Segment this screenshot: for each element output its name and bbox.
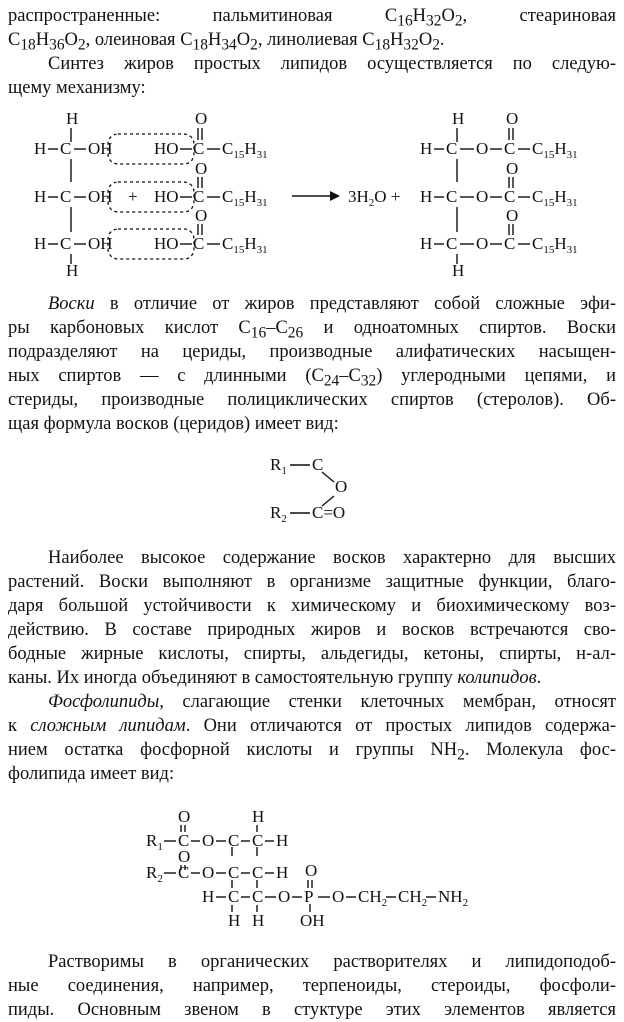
- svg-text:O: O: [332, 887, 345, 906]
- svg-text:R2: $R_2$: [146, 863, 163, 885]
- svg-text:C15H31: $C_{15}H_{31}$: [532, 234, 578, 256]
- svg-text:C: C: [252, 863, 264, 882]
- svg-text:R2: $R_2$: [270, 503, 287, 525]
- svg-text:O: O: [506, 159, 519, 178]
- svg-text:OH: OH: [88, 234, 113, 253]
- svg-text:C: C: [60, 139, 72, 158]
- svg-text:H: H: [452, 109, 465, 128]
- svg-text:H: H: [420, 139, 433, 158]
- text-line: к сложным липидам. Они отличаются от простых липидов содержа-: [8, 716, 616, 736]
- text-line: пиды. Основным звеном в стуктуре этих элементов является: [8, 1000, 616, 1020]
- text-line: ные соединения, например, терпеноиды, стероиды, фосфоли-: [8, 976, 616, 996]
- text-line: подразделяют на цериды, производные алифатических насыщен-: [8, 342, 616, 362]
- svg-text:O: O: [506, 109, 519, 128]
- text-line: каны. Их иногда объединяют в самостоятельную группу колипидов.: [8, 668, 542, 688]
- svg-text:C: C: [504, 187, 516, 206]
- svg-text:H: H: [34, 234, 47, 253]
- svg-text:C: C: [446, 139, 458, 158]
- text-line: растений. Воски выполняют в организме защитные функции, благо-: [8, 572, 616, 592]
- svg-text:C: C: [60, 234, 72, 253]
- svg-text:OH: OH: [88, 139, 113, 158]
- svg-text:C: C: [193, 139, 205, 158]
- text-line: фолипида имеет вид:: [8, 764, 175, 784]
- svg-text:H: H: [34, 187, 47, 206]
- svg-text:C: C: [178, 831, 190, 850]
- svg-text:O: O: [278, 887, 291, 906]
- triglyceride-synthesis-scheme: [0, 104, 624, 294]
- svg-text:H: H: [202, 887, 215, 906]
- svg-text:O: O: [195, 206, 208, 225]
- svg-text:O: O: [178, 807, 191, 826]
- svg-text:H: H: [66, 261, 79, 280]
- text-line: щему механизму:: [8, 78, 146, 98]
- svg-text:O: O: [202, 863, 215, 882]
- svg-text:HO: HO: [154, 187, 179, 206]
- text-line: действию. В составе природных жиров и восков встречаются сво-: [8, 620, 616, 640]
- svg-text:C=O: C=O: [312, 503, 346, 522]
- text-line: $C_{18}H_{36}O_2$, олеиновая $C_{18}H_{34}O_2$, линолиевая $C_{18}H_{32}O_2$.: [8, 30, 445, 54]
- svg-text:O: O: [305, 861, 318, 880]
- svg-text:H: H: [252, 807, 265, 826]
- svg-text:C15H31: $C_{15}H_{31}$: [532, 187, 578, 209]
- svg-text:H: H: [452, 261, 465, 280]
- svg-text:3H2O +: $3H_2O$ +: [348, 187, 401, 209]
- svg-text:C: C: [228, 863, 240, 882]
- svg-text:H: H: [276, 831, 289, 850]
- svg-text:C: C: [178, 863, 190, 882]
- text-line: ных спиртов — с длинными $(C_{24}-C_{32})$ углеродными цепями, и: [8, 366, 616, 390]
- svg-text:R1: $R_1$: [146, 831, 163, 853]
- svg-text:H: H: [252, 911, 265, 930]
- phospholipid-formula: [0, 792, 624, 942]
- svg-text:C15H31: $C_{15}H_{31}$: [222, 187, 268, 209]
- svg-text:C15H31: $C_{15}H_{31}$: [222, 234, 268, 256]
- svg-text:O: O: [335, 477, 348, 496]
- svg-text:H: H: [276, 863, 289, 882]
- svg-text:C: C: [193, 234, 205, 253]
- svg-text:O: O: [195, 159, 208, 178]
- text-line: щая формула восков (церидов) имеет вид:: [8, 414, 339, 434]
- svg-text:C: C: [252, 887, 264, 906]
- text-line: распространенные: пальмитиновая $C_{16}H_{32}O_2$, стеариновая: [8, 6, 616, 30]
- svg-text:O: O: [178, 847, 191, 866]
- svg-text:C15H31: $C_{15}H_{31}$: [222, 139, 268, 161]
- text-line: Растворимы в органических растворителях и липидоподоб-: [48, 952, 616, 972]
- svg-text:HO: HO: [154, 139, 179, 158]
- svg-text:R1: $R_1$: [270, 455, 287, 477]
- svg-text:C: C: [446, 187, 458, 206]
- text-line: ры карбоновых кислот $C_{16}-C_{26}$ и одноатомных спиртов. Воски: [8, 318, 616, 342]
- svg-text:H: H: [420, 187, 433, 206]
- text-line: даря большой устойчивости к химическому и биохимическому воз-: [8, 596, 616, 616]
- svg-text:O: O: [476, 139, 489, 158]
- svg-text:C: C: [446, 234, 458, 253]
- svg-text:O: O: [195, 109, 208, 128]
- svg-text:P: P: [304, 887, 314, 906]
- text-line: нием остатка фосфорной кислоты и группы $NH_2$. Молекула фос-: [8, 740, 616, 764]
- text-line: Фосфолипиды, слагающие стенки клеточных мембран, относят: [48, 692, 616, 712]
- svg-text:OH: OH: [88, 187, 113, 206]
- svg-text:C: C: [228, 887, 240, 906]
- svg-text:OH: OH: [300, 911, 325, 930]
- svg-text:O: O: [202, 831, 215, 850]
- svg-text:C: C: [312, 455, 324, 474]
- svg-text:C15H31: $C_{15}H_{31}$: [532, 139, 578, 161]
- svg-text:NH2: $NH_2$: [438, 887, 469, 909]
- text-line: Синтез жиров простых липидов осуществляется по следую-: [48, 54, 616, 74]
- atom-label: H: [66, 109, 79, 128]
- text-line: Воски в отличие от жиров представляют собой сложные эфи-: [48, 294, 616, 314]
- text-line: стериды, производные полициклических спиртов (стеролов). Об-: [8, 390, 616, 410]
- svg-text:C: C: [60, 187, 72, 206]
- svg-text:C: C: [193, 187, 205, 206]
- svg-text:H: H: [420, 234, 433, 253]
- svg-text:C: C: [252, 831, 264, 850]
- svg-text:C: C: [504, 139, 516, 158]
- plus-sign: +: [128, 187, 138, 206]
- svg-text:O: O: [506, 206, 519, 225]
- svg-text:H: H: [228, 911, 241, 930]
- text-line: Наиболее высокое содержание восков характерно для высших: [48, 548, 616, 568]
- text-line: бодные жирные кислоты, спирты, альдегиды, кетоны, спирты, н-ал-: [8, 644, 616, 664]
- svg-text:C: C: [504, 234, 516, 253]
- svg-text:O: O: [476, 234, 489, 253]
- svg-text:CH2: $CH_2$: [398, 887, 428, 909]
- svg-text:H: H: [34, 139, 47, 158]
- svg-text:HO: HO: [154, 234, 179, 253]
- svg-text:O: O: [476, 187, 489, 206]
- wax-general-formula: [0, 444, 624, 534]
- svg-text:CH2: $CH_2$: [358, 887, 388, 909]
- svg-text:C: C: [228, 831, 240, 850]
